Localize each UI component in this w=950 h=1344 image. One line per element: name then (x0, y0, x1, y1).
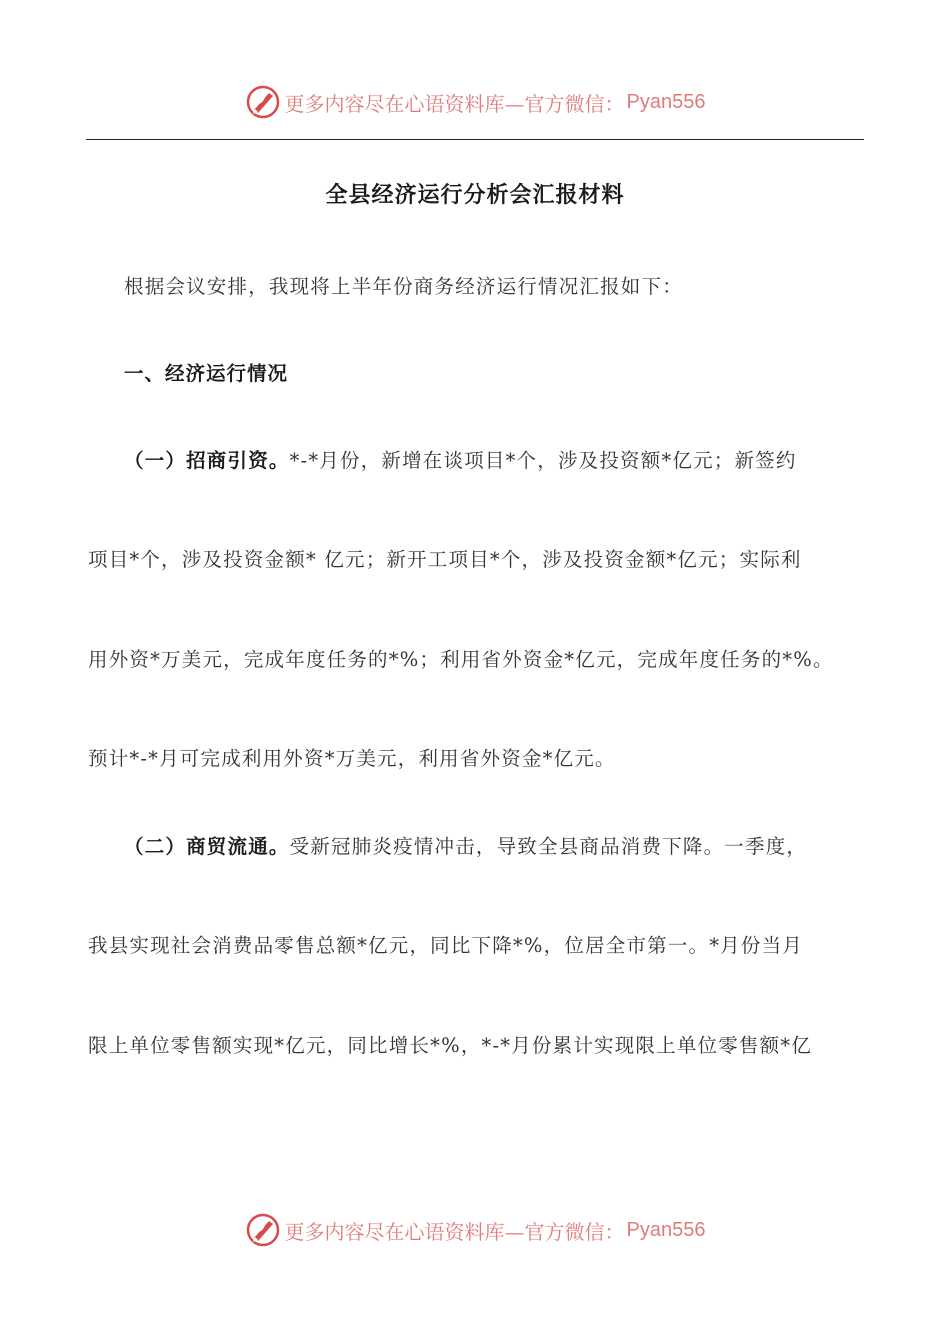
footer-watermark (0, 1210, 950, 1250)
pen-logo-icon (245, 84, 281, 120)
paragraph-1-line-4: 预计*-*月可完成利用外资*万美元，利用省外资金*亿元。 (88, 747, 616, 770)
watermark-wechat-id: Pyan556 (626, 90, 706, 113)
paragraph-1-label: （一）招商引资。 (124, 449, 290, 472)
watermark-text: 更多内容尽在心语资料库—官方微信： (284, 1219, 625, 1244)
paragraph-2-line-1-text: 受新冠肺炎疫情冲击，导致全县商品消费下降。一季度， (289, 835, 808, 858)
watermark-text: 更多内容尽在心语资料库—官方微信： (284, 91, 625, 116)
paragraph-2-line-3: 限上单位零售额实现*亿元，同比增长*%，*-*月份累计实现限上单位零售额*亿 (88, 1034, 812, 1057)
paragraph-1-line-1-text: *-*月份，新增在谈项目*个，涉及投资额*亿元；新签约 (289, 449, 797, 472)
document-title: 全县经济运行分析会汇报材料 (325, 182, 625, 208)
paragraph-2-label: （二）商贸流通。 (124, 835, 290, 858)
pen-logo-icon (245, 1212, 281, 1248)
paragraph-2-line-2: 我县实现社会消费品零售总额*亿元，同比下降*%，位居全市第一。*月份当月 (88, 934, 803, 957)
paragraph-1-line-1 (124, 446, 878, 476)
paragraph-2-line-1 (124, 832, 878, 862)
header-watermark (0, 82, 950, 122)
section-heading-1: 一、经济运行情况 (124, 362, 289, 385)
paragraph-1-line-2: 项目*个，涉及投资金额* 亿元；新开工项目*个，涉及投资金额*亿元；实际利 (88, 548, 802, 571)
intro-paragraph: 根据会议安排，我现将上半年份商务经济运行情况汇报如下： (124, 275, 683, 298)
watermark-wechat-id: Pyan556 (626, 1218, 706, 1241)
paragraph-1-line-3: 用外资*万美元，完成年度任务的*%；利用省外资金*亿元，完成年度任务的*%。 (88, 648, 834, 671)
header-divider (86, 139, 864, 140)
